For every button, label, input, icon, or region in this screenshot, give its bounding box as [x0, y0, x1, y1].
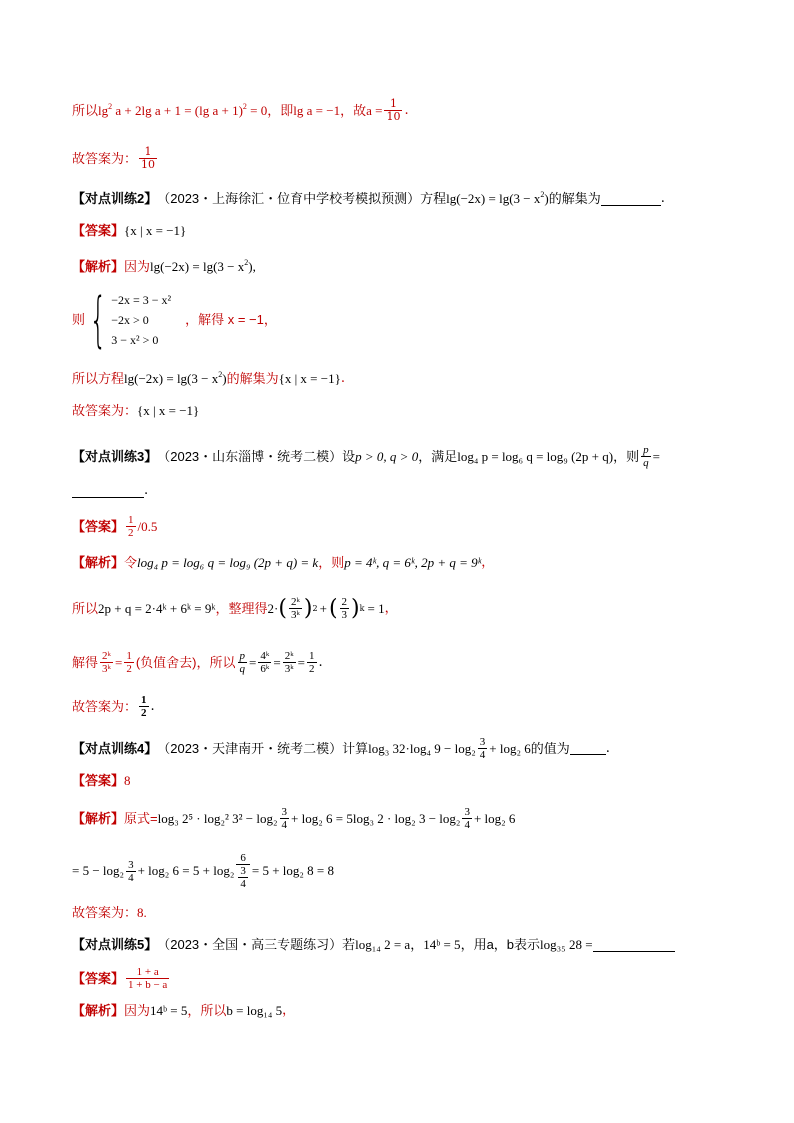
fraction: $\frac{1}{10}$ — [141, 145, 156, 171]
problem-3-step-1: 所以 2p + q = 2·4ᵏ + 6ᵏ = 9ᵏ ，整理得 2· ( $\frac{\text{2ᵏ}}{\text{3ᵏ}}$ ) 2 + ( $\frac{2}{3}$ ) k = 1 ， — [72, 595, 398, 621]
problem-2-analysis: 【解析】 因为 $\lg(-2x) = \lg(3 - x^2)$, — [72, 258, 256, 274]
fraction: $\frac{p}{q}$ — [239, 650, 246, 675]
fraction: $\frac{1}{2}$ — [141, 694, 147, 719]
fraction: $\frac{3}{4}$ — [281, 806, 288, 831]
problem-5-analysis: 【解析】 因为 14ᵇ = 5 ，所以 b = log₁₄ 5 ， — [72, 1003, 296, 1018]
problem-3-blank: . — [72, 482, 148, 500]
problem-4-final: 故答案为： 8. — [72, 905, 147, 920]
problem-2-final: 故答案为： {x | x = −1} — [72, 403, 200, 418]
fraction: $\frac{\text{2ᵏ}}{\text{3ᵏ}}$ — [284, 650, 294, 675]
problem-3-title: 【对点训练3】 （2023・山东淄博・统考二模）设 p > 0, q > 0 ，满足 log₄ p = log₆ q = log₉ (2p + q) ，则 $\frac{p}{q}$ = — [72, 444, 660, 469]
fraction: $\frac{1 + a}{1 + b - a}$ — [128, 966, 168, 991]
problem-3-step-2: 解得 $\frac{\text{2ᵏ}}{\text{3ᵏ}}$ = $\frac{1}{2}$ (负值舍去)，所以 $\frac{p}{q}$ = $\frac{\text{4ᵏ}}{\text{6ᵏ}}$ = $\frac{\text{2ᵏ}}{\text{3ᵏ}}$ = $\frac{1}{2}$ . — [72, 650, 323, 675]
problem-5-answer: 【答案】 $\frac{1 + a}{1 + b - a}$ — [72, 966, 168, 991]
fraction: $\frac{1}{2}$ — [126, 650, 132, 675]
problem-2-system: 则 { −2x = 3 − x² −2x > 0 3 − x² > 0 ，解得 x = −1， — [72, 285, 277, 355]
problem-2-conclusion: 所以方程 $\lg(-2x) = \lg(3 - x^2)$ 的解集为 {x | x = −1} . — [72, 370, 345, 386]
derivation-line-1: 所以 $\lg^2 a + 2\lg$ a + 1 = (lg a + 1)$^2$ = 0 ，即 lg a = −1 ，故 a = $\frac{1}{10}$ . — [72, 97, 409, 123]
fraction: $\frac{\text{4ᵏ}}{\text{6ᵏ}}$ — [260, 650, 270, 675]
equation-system: −2x = 3 − x² −2x > 0 3 − x² > 0 — [111, 293, 172, 347]
fraction: $\frac{2}{3}$ — [341, 596, 348, 621]
compound-fraction: 6 3 4 — [236, 852, 250, 890]
problem-2-answer: 【答案】 {x | x = −1} — [72, 223, 187, 238]
problem-3-answer: 【答案】 $\frac{1}{2}$ /0.5 — [72, 514, 158, 539]
fraction: $\frac{1}{10}$ — [386, 97, 401, 123]
problem-3-analysis: 【解析】 令 log₄ p = log₆ q = log₉ (2p + q) = k ，则 p = 4ᵏ, q = 6ᵏ, 2p + q = 9ᵏ ， — [72, 555, 495, 570]
problem-5-title: 【对点训练5】 （2023・全国・高三专题练习）若 log₁₄ 2 = a ， 14ᵇ = 5 ，用a，b表示 log₃₅ 28 = — [72, 936, 675, 954]
answer-line: 故答案为： $\frac{1}{10}$ — [72, 145, 156, 171]
fraction: $\frac{3}{4}$ — [479, 736, 486, 761]
brace-icon: { — [89, 285, 107, 355]
fraction: $\frac{\text{2ᵏ}}{\text{3ᵏ}}$ — [102, 650, 111, 675]
math-expr: $\lg^2 a + 2\lg$ a + 1 = (lg a + 1)$^2$ = 0 — [98, 101, 268, 118]
answer-blank — [570, 742, 606, 755]
problem-2-title: 【对点训练2】 （2023・上海徐汇・位育中学校考模拟预测）方程 $\lg(-2x) = \lg(3 - x^2)$ 的解集为 . — [72, 190, 665, 206]
problem-4-answer: 【答案】 8 — [72, 773, 131, 788]
problem-4-title: 【对点训练4】 （2023・天津南开・统考二模）计算 log₃ 32·log₄ 9 − log₂ $\frac{3}{4}$ + log₂ 6 的值为 . — [72, 736, 610, 761]
problem-4-analysis: 【解析】 原式= log₃ 2⁵ · log₂² 3² − log₂ $\frac{3}{4}$ + log₂ 6 = 5log₃ 2 · log₂ 3 − log₂ $\frac{3}{4}$ + log₂ 6 — [72, 806, 516, 831]
fraction: $\frac{1}{2}$ — [128, 514, 134, 539]
fraction: $\frac{3}{4}$ — [464, 806, 470, 831]
answer-blank — [72, 485, 144, 498]
problem-3-final: 故答案为： $\frac{1}{2}$ . — [72, 694, 155, 719]
fraction: $\frac{3}{4}$ — [128, 858, 134, 884]
problem-4-step: = 5 − log₂ $\frac{3}{4}$ + log₂ 6 = 5 + log₂ 6 3 4 = 5 + log₂ 8 = 8 — [72, 852, 334, 890]
answer-blank — [593, 939, 675, 952]
fraction: $\frac{\text{2ᵏ}}{\text{3ᵏ}}$ — [290, 596, 300, 621]
fraction: $\frac{1}{2}$ — [309, 650, 315, 675]
fraction: $\frac{p}{q}$ — [643, 444, 649, 469]
answer-blank — [601, 193, 661, 206]
